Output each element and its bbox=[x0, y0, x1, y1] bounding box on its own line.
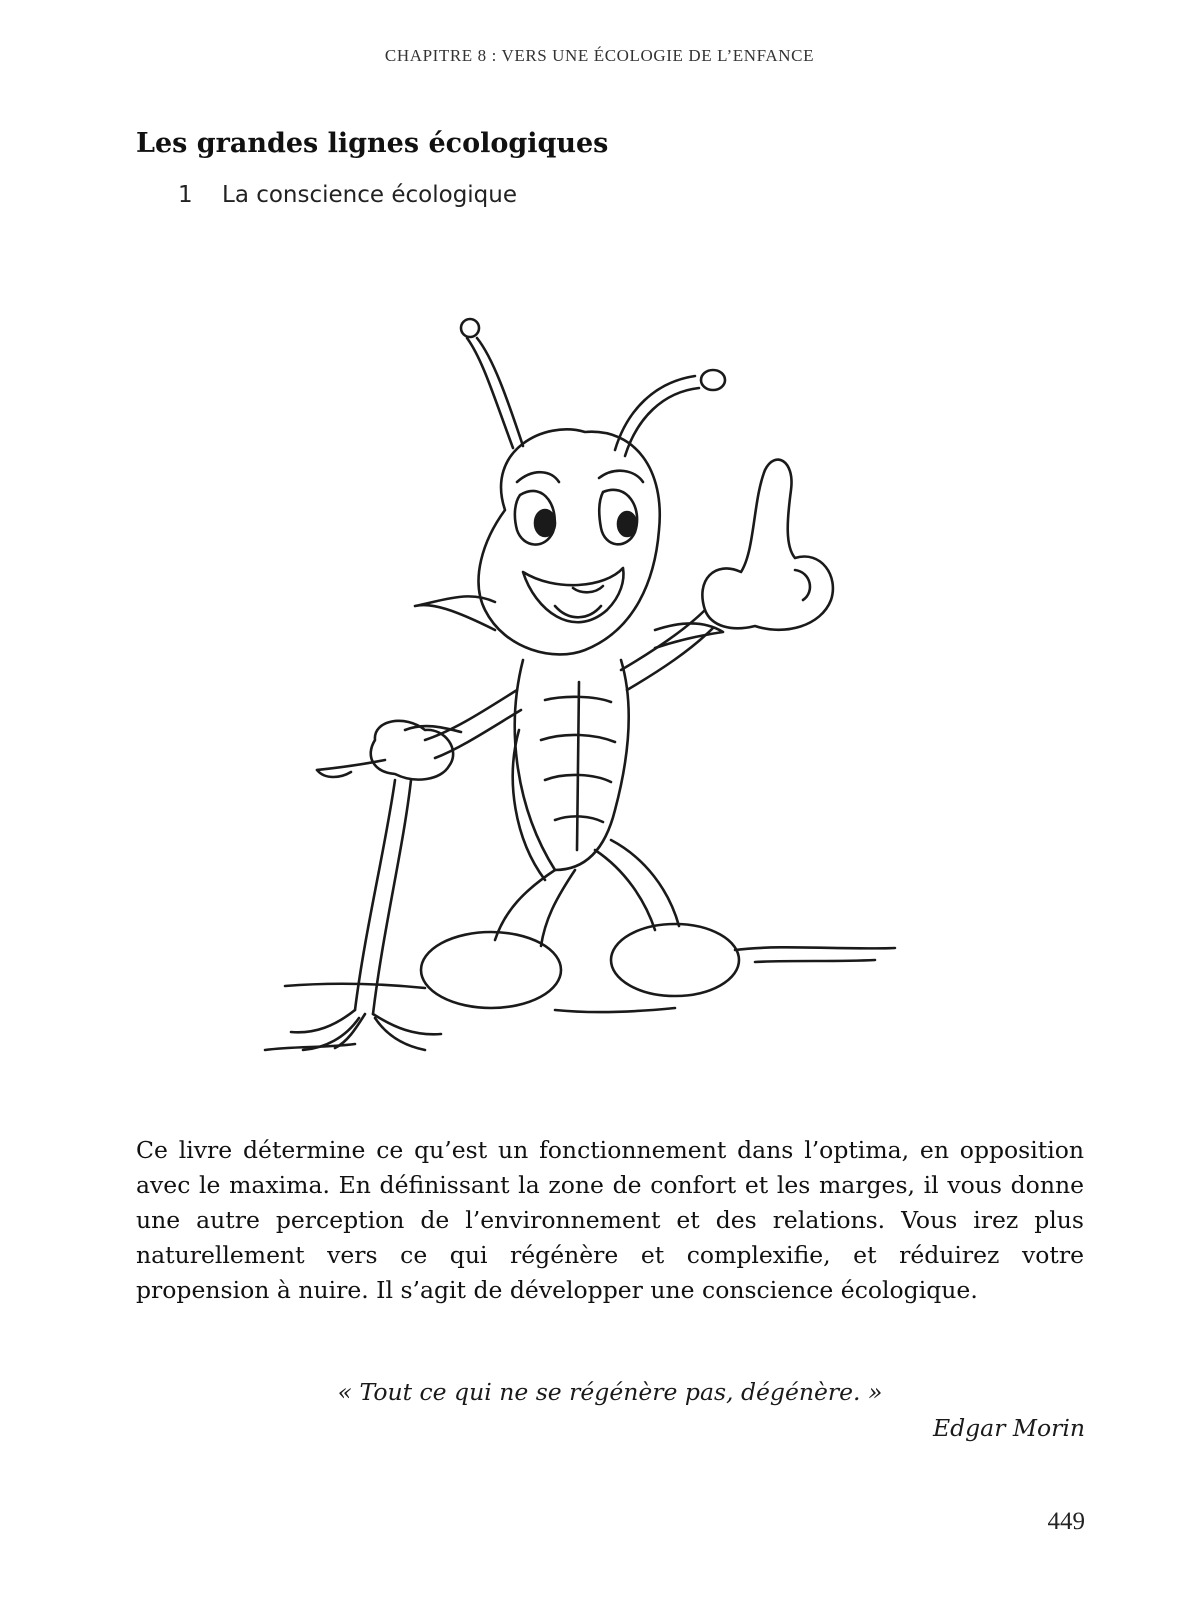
numbered-list-item bbox=[178, 182, 517, 208]
page-number: 449 bbox=[1047, 1508, 1085, 1535]
torso bbox=[515, 660, 629, 870]
right-antenna bbox=[615, 376, 695, 450]
section-title: Les grandes lignes écologiques bbox=[136, 128, 609, 159]
body-paragraph: Ce livre détermine ce qu’est un fonctionnement dans l’optima, en opposition avec le maxima. En définissant la zone de confort et les marges, il vous donne une autre perception de l’environnement et des relations. Vous irez plus naturellement vers ce qui régénère et complexifie, et réduirez votre propension à nuire. Il s’agit de développer une conscience écologique. bbox=[136, 1136, 1084, 1304]
walking-stick bbox=[355, 780, 395, 1010]
ground-line bbox=[285, 984, 425, 988]
cricket-illustration bbox=[255, 310, 935, 1100]
right-foot bbox=[611, 924, 739, 996]
epigraph-quote: « Tout ce qui ne se régénère pas, dégénère. » bbox=[337, 1378, 883, 1406]
quote-author: Edgar Morin bbox=[932, 1414, 1085, 1442]
smile bbox=[523, 568, 623, 622]
list-item-label: La conscience écologique bbox=[222, 182, 518, 208]
left-antenna bbox=[467, 338, 513, 448]
raised-arm bbox=[621, 610, 705, 670]
list-item-number: 1 bbox=[178, 182, 193, 208]
left-foot bbox=[421, 932, 561, 1008]
right-leg bbox=[595, 850, 655, 930]
holding-hand bbox=[371, 721, 453, 780]
running-head: CHAPITRE 8 : VERS UNE ÉCOLOGIE DE L’ENFANCE bbox=[384, 46, 815, 65]
cricket-with-stick-icon bbox=[255, 310, 935, 1100]
pointing-hand bbox=[702, 460, 833, 630]
